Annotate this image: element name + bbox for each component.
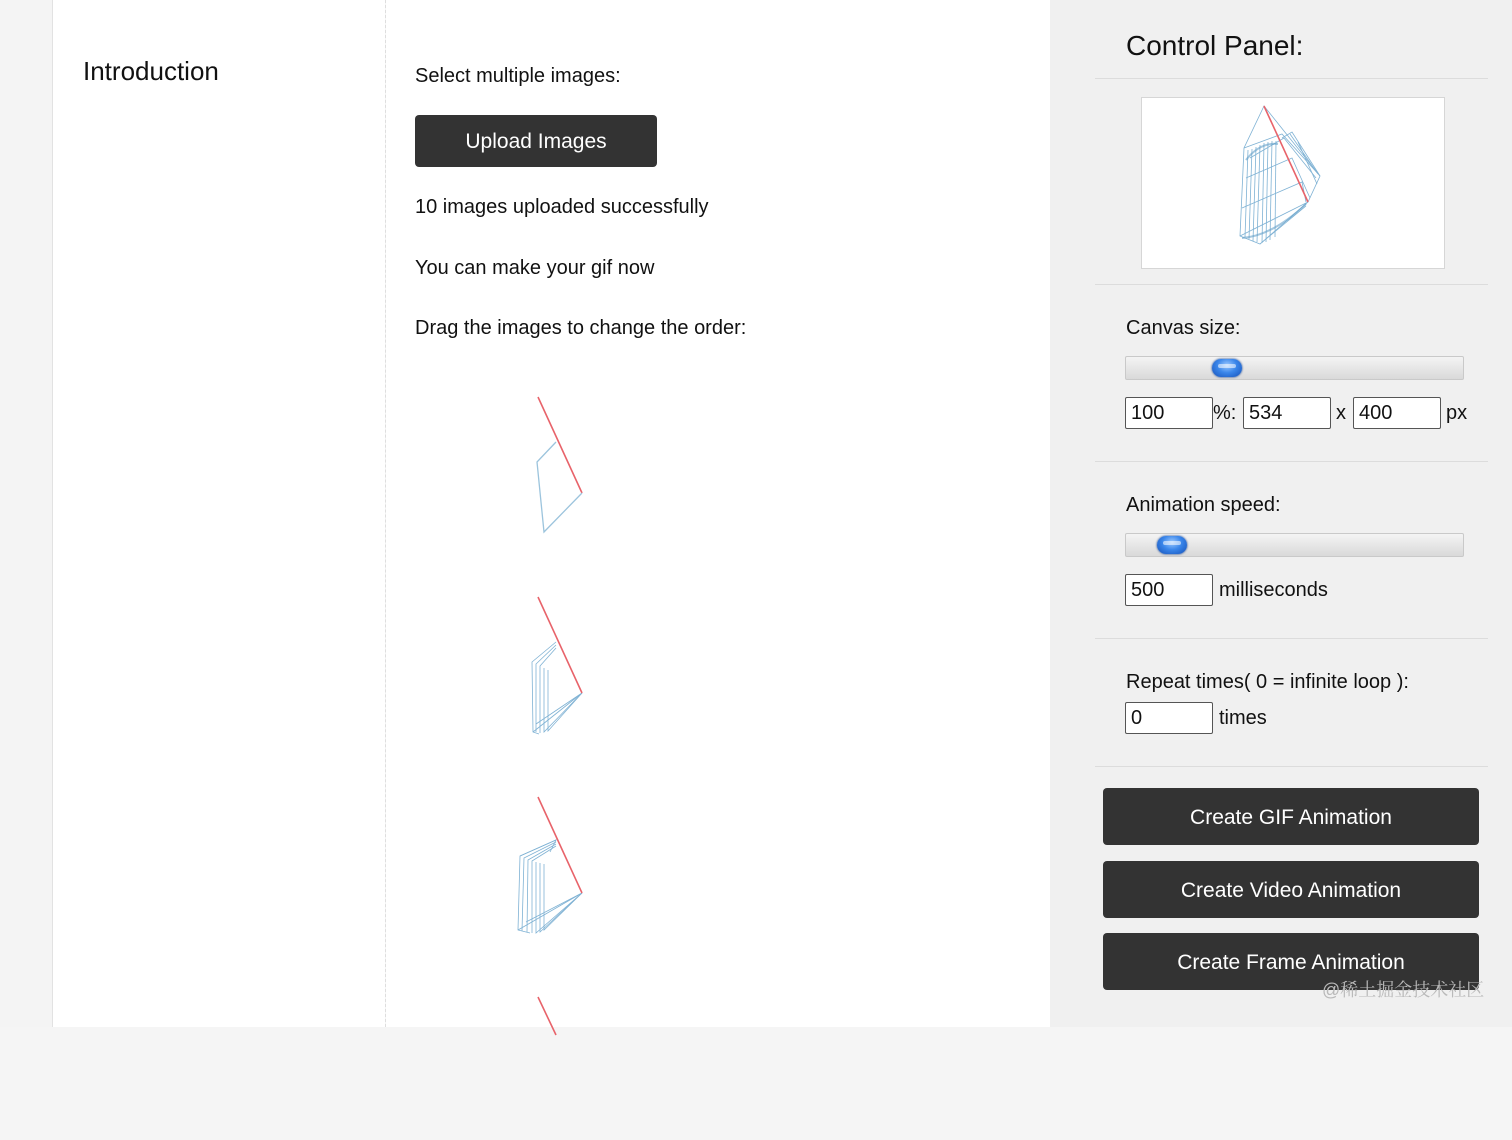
divider <box>1095 766 1488 767</box>
canvas-percent-input[interactable]: 100 <box>1125 397 1213 429</box>
divider <box>1095 78 1488 79</box>
control-panel-title: Control Panel: <box>1126 30 1304 61</box>
upload-status-text: 10 images uploaded successfully <box>415 196 709 218</box>
repeat-times-label: Repeat times( 0 = infinite loop ): <box>1126 671 1409 693</box>
canvas-height-input[interactable]: 400 <box>1353 397 1441 429</box>
times-unit-label: times <box>1219 707 1267 729</box>
divider <box>1095 284 1488 285</box>
frame-thumbnail-1[interactable] <box>506 390 606 540</box>
animation-speed-label: Animation speed: <box>1126 494 1281 516</box>
canvas-width-input[interactable]: 534 <box>1243 397 1331 429</box>
frame-thumbnail-2[interactable] <box>506 590 606 740</box>
control-panel <box>1050 0 1512 1027</box>
upload-images-button[interactable]: Upload Images <box>415 115 657 167</box>
px-unit-label: px <box>1446 402 1468 424</box>
create-gif-animation-button[interactable]: Create GIF Animation <box>1103 788 1479 845</box>
create-frame-animation-button[interactable]: Create Frame Animation <box>1103 933 1479 990</box>
canvas-size-slider-handle[interactable] <box>1212 359 1242 377</box>
sidebar-item-introduction[interactable]: Introduction <box>83 56 219 86</box>
times-sign: x <box>1336 402 1346 424</box>
percent-unit-label: %: <box>1213 402 1237 424</box>
wireframe-preview-image <box>1142 98 1444 268</box>
frame-thumbnail-4[interactable] <box>506 990 606 1140</box>
select-images-label: Select multiple images: <box>415 65 621 87</box>
animation-speed-input[interactable]: 500 <box>1125 574 1213 606</box>
main-content <box>386 0 1050 1027</box>
animation-speed-slider[interactable] <box>1125 533 1464 557</box>
frame-thumbnail-3[interactable] <box>506 790 606 940</box>
animation-speed-slider-handle[interactable] <box>1157 536 1187 554</box>
watermark: @稀土掘金技术社区 <box>1322 980 1485 1000</box>
left-gutter <box>0 0 53 1027</box>
animation-preview <box>1141 97 1445 269</box>
canvas-size-label: Canvas size: <box>1126 317 1241 339</box>
milliseconds-unit-label: milliseconds <box>1219 579 1328 601</box>
divider <box>1095 461 1488 462</box>
canvas-size-slider[interactable] <box>1125 356 1464 380</box>
repeat-times-input[interactable]: 0 <box>1125 702 1213 734</box>
create-video-animation-button[interactable]: Create Video Animation <box>1103 861 1479 918</box>
drag-order-hint: Drag the images to change the order: <box>415 317 747 339</box>
divider <box>1095 638 1488 639</box>
sidebar <box>53 0 385 1027</box>
ready-status-text: You can make your gif now <box>415 257 655 279</box>
